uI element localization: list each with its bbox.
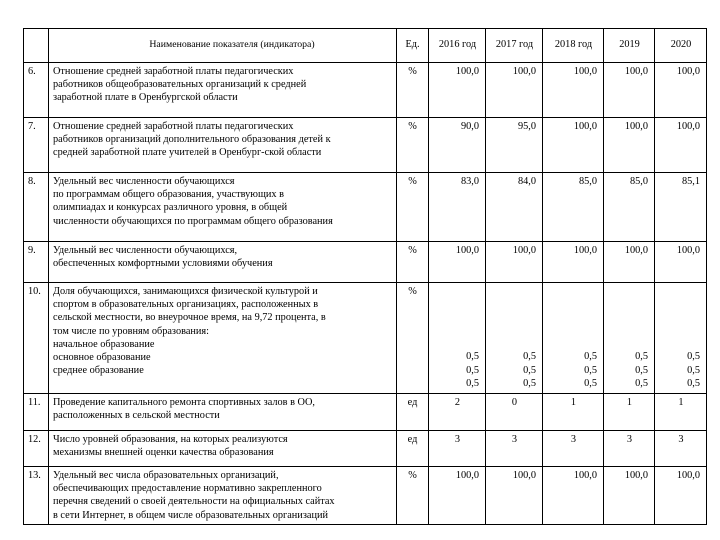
header-year: 2019 — [604, 29, 655, 63]
value-cell: 90,0 — [429, 118, 486, 173]
indicators-table — [23, 28, 707, 525]
indicator-name-line: заработной плате в Оренбургской области — [53, 92, 238, 104]
row-number: 13. — [24, 467, 49, 525]
value-cell: 100,0 — [604, 118, 655, 173]
indicator-name-line: перечня сведений о своей деятельности на официальных сайтах — [53, 496, 335, 508]
unit-cell: ед — [397, 431, 429, 467]
unit-cell: % — [397, 467, 429, 525]
indicator-name-line: по программам общего образования, участвующих в — [53, 189, 284, 201]
indicator-name-line: среднее образование — [53, 365, 144, 377]
indicator-name-line: спортом в образовательных организациях, расположенных в — [53, 299, 319, 311]
value-cell: 0 — [486, 394, 543, 431]
value-cell: 100,0 — [486, 242, 543, 283]
row-number: 7. — [24, 118, 49, 173]
value-subline: 0,5 — [466, 351, 479, 363]
indicator-name-line: сельской местности, во внеурочное время, на 9,72 процента, в — [53, 312, 326, 324]
value-cell — [604, 283, 655, 394]
value-cell: 3 — [486, 431, 543, 467]
indicator-name-line: работников организаций дополнительного образования детей к — [53, 134, 331, 146]
indicator-name-line: работников общеобразовательных организаций к средней — [53, 79, 307, 91]
indicator-name — [49, 394, 397, 431]
value-cell — [655, 283, 707, 394]
value-cell: 100,0 — [655, 467, 707, 525]
table-row — [24, 467, 707, 525]
value-subline: 0,5 — [584, 377, 597, 389]
value-cell — [429, 283, 486, 394]
table-row — [24, 118, 707, 173]
row-number: 6. — [24, 63, 49, 118]
value-cell: 100,0 — [429, 242, 486, 283]
row-number: 12. — [24, 431, 49, 467]
value-cell: 100,0 — [486, 467, 543, 525]
value-subline: 0,5 — [635, 351, 648, 363]
row-number: 10. — [24, 283, 49, 394]
value-cell: 100,0 — [655, 242, 707, 283]
value-cell: 100,0 — [429, 63, 486, 118]
table-row — [24, 242, 707, 283]
value-subline: 0,5 — [635, 377, 648, 389]
value-subline: 0,5 — [584, 364, 597, 376]
unit-cell: % — [397, 242, 429, 283]
value-cell: 100,0 — [655, 118, 707, 173]
value-cell: 100,0 — [604, 242, 655, 283]
header-year: 2018 год — [543, 29, 604, 63]
value-cell: 3 — [604, 431, 655, 467]
value-cell: 95,0 — [486, 118, 543, 173]
indicator-name-line: обеспечивающих предоставление нормативно закрепленного — [53, 483, 322, 495]
indicator-name — [49, 63, 397, 118]
indicator-name-line: расположенных в сельской местности — [53, 410, 220, 422]
indicator-name — [49, 118, 397, 173]
value-cell: 100,0 — [604, 63, 655, 118]
header-indicator-name: Наименование показателя (индикатора) — [49, 29, 397, 63]
indicator-name-line: начальное образование — [53, 338, 155, 350]
header-year: 2016 год — [429, 29, 486, 63]
value-cell: 3 — [543, 431, 604, 467]
table-row — [24, 173, 707, 242]
value-cell: 85,1 — [655, 173, 707, 242]
indicator-name-line: олимпиадах и конкурсах различного уровня, в общей — [53, 202, 288, 214]
value-cell: 85,0 — [604, 173, 655, 242]
value-cell: 100,0 — [486, 63, 543, 118]
value-cell: 100,0 — [604, 467, 655, 525]
header-year: 2020 — [655, 29, 707, 63]
indicator-name-line: обеспеченных комфортными условиями обучения — [53, 258, 273, 270]
indicator-name — [49, 431, 397, 467]
table-row — [24, 283, 707, 394]
value-subline: 0,5 — [687, 364, 700, 376]
indicator-name-line: Доля обучающихся, занимающихся физической культурой и — [53, 286, 318, 297]
header-year: 2017 год — [486, 29, 543, 63]
value-cell: 100,0 — [543, 467, 604, 525]
value-subline: 0,5 — [466, 377, 479, 389]
value-cell: 84,0 — [486, 173, 543, 242]
indicator-name — [49, 242, 397, 283]
indicator-name — [49, 173, 397, 242]
header-unit: Ед. — [397, 29, 429, 63]
value-subline: 0,5 — [466, 364, 479, 376]
unit-cell: % — [397, 173, 429, 242]
row-number: 11. — [24, 394, 49, 431]
table-row — [24, 394, 707, 431]
unit-cell: % — [397, 118, 429, 173]
indicator-name-line: Удельный вес численности обучающихся — [53, 176, 235, 187]
indicator-name-line: Отношение средней заработной платы педагогических — [53, 66, 294, 77]
indicator-name-line: Удельный вес численности обучающихся, — [53, 245, 238, 256]
indicator-name-line: в сети Интернет, в общем числе образовательных организаций — [53, 509, 328, 521]
unit-cell: ед — [397, 394, 429, 431]
value-subline: 0,5 — [523, 351, 536, 363]
value-cell: 2 — [429, 394, 486, 431]
indicator-name-line: том числе по уровням образования: — [53, 325, 210, 337]
value-cell: 100,0 — [543, 118, 604, 173]
value-cell: 83,0 — [429, 173, 486, 242]
indicator-name-line: Число уровней образования, на которых реализуются — [53, 434, 288, 445]
indicator-name — [49, 467, 397, 525]
table-row — [24, 431, 707, 467]
header-num — [24, 29, 49, 63]
value-cell: 1 — [543, 394, 604, 431]
row-number: 9. — [24, 242, 49, 283]
value-cell: 85,0 — [543, 173, 604, 242]
value-cell: 100,0 — [429, 467, 486, 525]
unit-cell: % — [397, 283, 429, 394]
row-number: 8. — [24, 173, 49, 242]
value-subline: 0,5 — [687, 377, 700, 389]
value-cell: 3 — [429, 431, 486, 467]
indicator-name-line: механизмы внешней оценки качества образования — [53, 447, 274, 459]
value-cell: 3 — [655, 431, 707, 467]
indicator-name-line: средней заработной плате учителей в Оренбург-ской области — [53, 147, 322, 159]
value-subline: 0,5 — [523, 364, 536, 376]
value-cell: 1 — [655, 394, 707, 431]
unit-cell: % — [397, 63, 429, 118]
value-subline: 0,5 — [523, 377, 536, 389]
indicator-name-line: Проведение капитального ремонта спортивных залов в ОО, — [53, 397, 315, 408]
value-cell — [543, 283, 604, 394]
indicator-name-line: Удельный вес числа образовательных организаций, — [53, 470, 279, 481]
table-row — [24, 63, 707, 118]
indicator-name-line: основное образование — [53, 352, 151, 364]
indicator-name — [49, 283, 397, 394]
value-subline: 0,5 — [687, 351, 700, 363]
value-cell: 100,0 — [543, 63, 604, 118]
indicator-name-line: Отношение средней заработной платы педагогических — [53, 121, 294, 132]
value-cell: 1 — [604, 394, 655, 431]
value-cell: 100,0 — [543, 242, 604, 283]
indicator-name-line: численности обучающихся по программам общего образования — [53, 215, 333, 227]
value-cell: 100,0 — [655, 63, 707, 118]
value-subline: 0,5 — [584, 351, 597, 363]
table-header-row — [24, 29, 707, 63]
value-cell — [486, 283, 543, 394]
value-subline: 0,5 — [635, 364, 648, 376]
